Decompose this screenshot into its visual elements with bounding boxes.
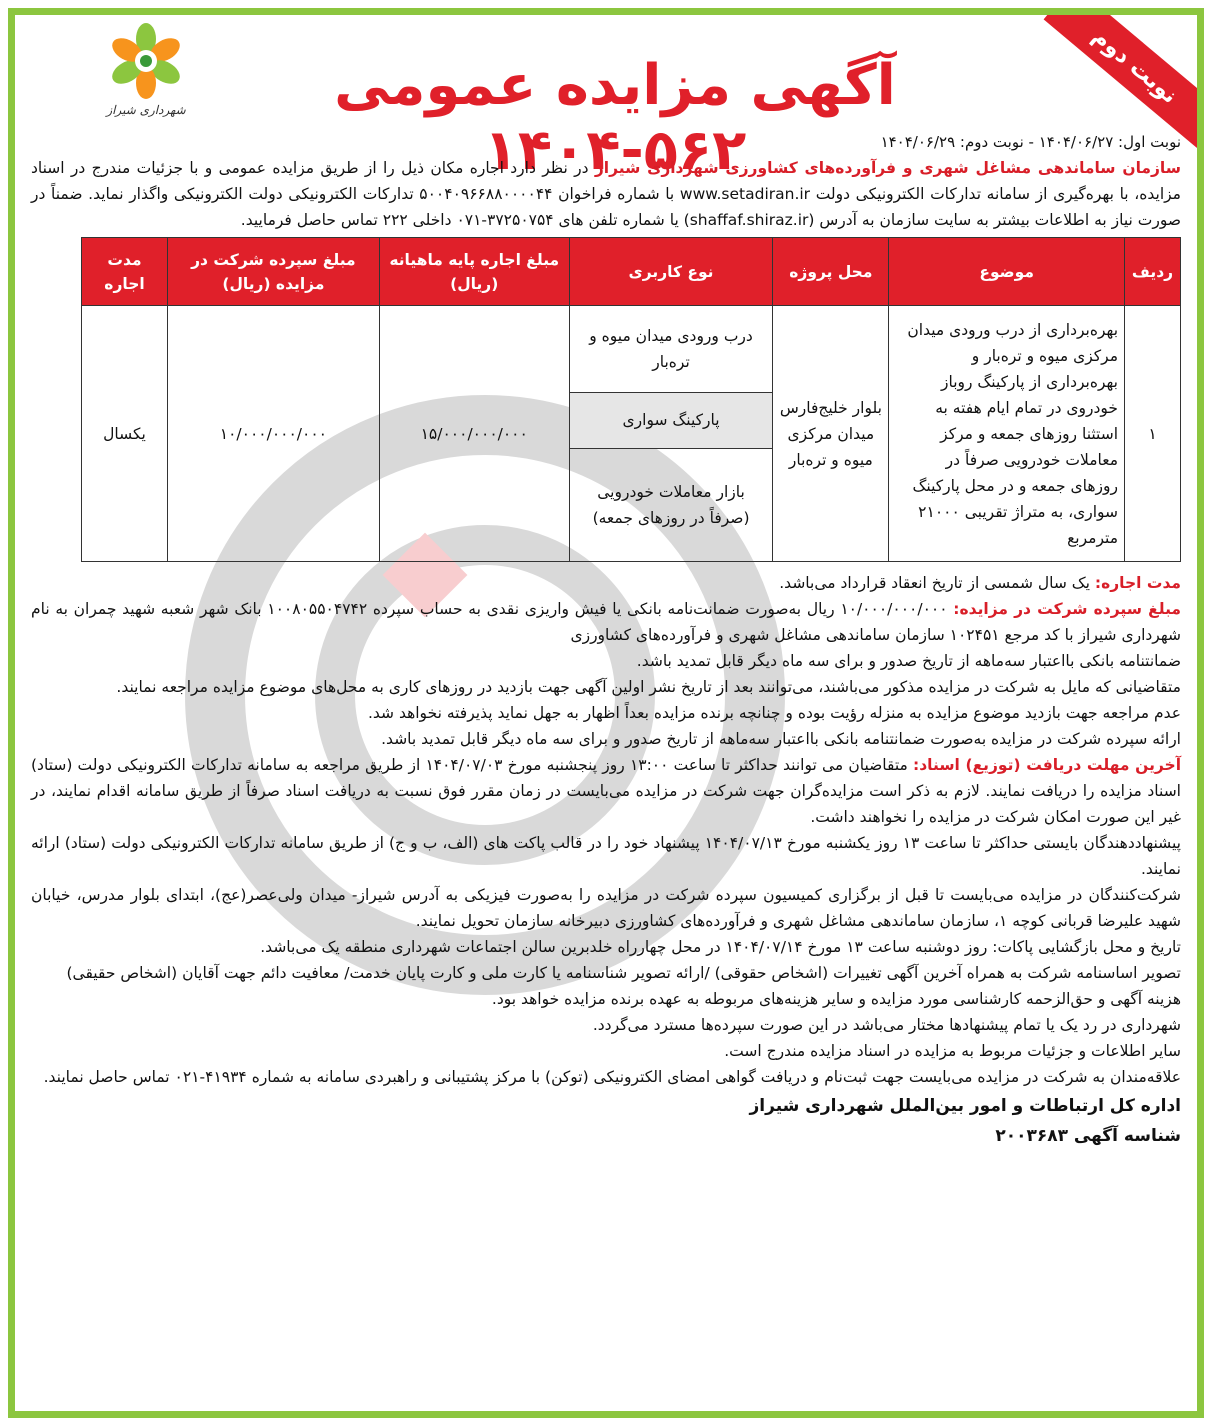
- duration-label: مدت اجاره:: [1094, 574, 1181, 592]
- no-visit-paragraph: عدم مراجعه جهت بازدید موضوع مزایده به منزله رؤیت بوده و چنانچه برنده مزایده بعداً اظهار به جهل نماید پذیرفته نخواهد شد.: [367, 704, 1181, 722]
- cell-usage: [569, 306, 773, 562]
- documents-text: متقاضیان می توانند حداکثر تا ساعت ۱۳:۰۰ روز پنجشنبه مورخ ۱۴۰۴/۰۷/۰۳ از طریق مراجعه به سامانه تدارکات الکترونیکی دولت (ستاد) اسناد مزایده را دریافت نمایند. لازم به ذکر است مزایده‌گران جهت شرکت در مزایده می‌بایست در زمان مقرر فوق نسبت به دریافت اسناد صرفاً از طریق سامانه اقدام نمایند، در غیر این صورت امکان شرکت در مزایده را نخواهند داشت.: [31, 756, 1181, 826]
- usage-entrance: درب ورودی میدان میوه و تره‌بار: [570, 307, 773, 393]
- header-subject: موضوع: [889, 238, 1125, 306]
- header-usage: نوع کاربری: [569, 238, 773, 306]
- deposit-text: ۱۰/۰۰۰/۰۰۰/۰۰۰ ریال به‌صورت ضمانت‌نامه بانکی یا فیش واریزی نقدی به حساب سپرده ۱۰۰۸۰۵۵۰۴۷۴۲ بانک شهر شعبه شهید چمران به نام شهرداری شیراز با کد مرجع ۱۰۲۴۵۱ سازمان ساماندهی مشاغل شهری و فرآورده‌های کشاورزی: [31, 600, 1181, 644]
- guarantee-paragraph: ضمانتنامه بانکی بااعتبار سه‌ماهه از تاریخ صدور و برای سه ماه دیگر قابل تمدید باشد.: [636, 652, 1181, 670]
- costs-paragraph: هزینه آگهی و حق‌الزحمه کارشناسی مورد مزایده و سایر هزینه‌های مربوطه به عهده برنده مزایده خواهد بود.: [491, 990, 1181, 1008]
- municipality-logo: [101, 19, 191, 129]
- usage-parking: پارکینگ سواری: [570, 393, 773, 449]
- table-header-row: [82, 238, 1181, 306]
- flower-logo-icon: [101, 19, 191, 103]
- more-info-paragraph: سایر اطلاعات و جزئیات مربوط به مزایده در اسناد مزایده مندرج است.: [724, 1042, 1181, 1060]
- intro-paragraph: [31, 155, 1181, 233]
- deposit-guarantee-paragraph: ارائه سپرده شرکت در مزایده به‌صورت ضمانتنامه بانکی بااعتبار سه‌ماهه از تاریخ صدور و برای سه ماه دیگر قابل تمدید باشد.: [381, 730, 1181, 748]
- auction-table: [81, 237, 1181, 562]
- ad-identifier: شناسه آگهی ۲۰۰۳۶۸۳: [995, 1126, 1181, 1146]
- rejection-paragraph: شهرداری در رد یک یا تمام پیشنهادها مختار می‌باشد در این صورت سپرده‌ها مسترد می‌گردد.: [592, 1016, 1181, 1034]
- ad-content: [31, 129, 1181, 1150]
- department-signature: اداره کل ارتباطات و امور بین‌الملل شهرداری شیراز: [749, 1096, 1181, 1116]
- duration-text: یک سال شمسی از تاریخ انعقاد قرارداد می‌باشد.: [779, 574, 1095, 592]
- organization-name: سازمان ساماندهی مشاغل شهری و فرآورده‌های کشاورزی شهرداری شیراز: [594, 159, 1181, 177]
- page-title: آگهی مزایده عمومی ۵۶۲-۱۴۰۴: [334, 53, 896, 183]
- opening-paragraph: تاریخ و محل بازگشایی پاکات: روز دوشنبه ساعت ۱۳ مورخ ۱۴۰۴/۰۷/۱۴ در محل چهارراه خلدبرین سالن اجتماعات شهرداری منطقه یک می‌باشد.: [260, 938, 1181, 956]
- physical-deposit-paragraph: شرکت‌کنندگان در مزایده می‌بایست تا قبل از برگزاری کمیسیون سپرده شرکت در مزایده را به‌صورت فیزیکی به آدرس شیراز- میدان ولی‌عصر(عج)، ابتدای بلوار مدرس، خیابان شهید علیرضا قربانی کوچه ۱، سازمان ساماندهی مشاغل شهری و فرآورده‌های کشاورزی دبیرخانه سازمان تحویل نمایند.: [31, 886, 1181, 930]
- publication-dates: نوبت اول: ۱۴۰۴/۰۶/۲۷ - نوبت دوم: ۱۴۰۴/۰۶/۲۹: [880, 133, 1181, 151]
- deposit-label: مبلغ سپرده شرکت در مزایده:: [953, 600, 1181, 618]
- visit-paragraph: متقاضیانی که مایل به شرکت در مزایده مذکور می‌باشند، می‌توانند بعد از تاریخ نشر اولین آگهی جهت بازدید در روزهای کاری به محل‌های موضوع مزایده مراجعه نمایند.: [116, 678, 1181, 696]
- table-row: [82, 306, 1181, 562]
- cell-subject: بهره‌برداری از درب ورودی میدان مرکزی میوه و تره‌بار و بهره‌برداری از پارکینگ روباز خودروی در تمام ایام هفته به استثنا روزهای جمعه و مرکز معاملات خودرویی صرفاً در روزهای جمعه و در محل پارکینگ سواری، به متراژ تقریبی ۲۱۰۰۰ مترمربع: [889, 306, 1125, 562]
- header-deposit: مبلغ سپرده شرکت در مزایده (ریال): [167, 238, 379, 306]
- header-monthly-rent: مبلغ اجاره پایه ماهیانه (ریال): [379, 238, 569, 306]
- cell-location: بلوار خلیج‌فارس میدان مرکزی میوه و تره‌بار: [773, 306, 889, 562]
- advertisement-frame: [8, 8, 1204, 1418]
- second-round-badge: نوبت دوم: [1044, 8, 1204, 148]
- usage-car-market: بازار معاملات خودرویی (صرفاً در روزهای جمعه): [592, 482, 750, 527]
- token-paragraph: علاقه‌مندان به شرکت در مزایده می‌بایست جهت ثبت‌نام و دریافت گواهی امضای الکترونیکی (توکن) با مرکز پشتیبانی و راهبردی سامانه به شماره ۴۱۹۳۴-۰۲۱ تماس حاصل نمایند.: [43, 1068, 1181, 1086]
- cell-duration: یکسال: [82, 306, 168, 562]
- cell-monthly-rent: ۱۵/۰۰۰/۰۰۰/۰۰۰: [379, 306, 569, 562]
- header-duration: مدت اجاره: [82, 238, 168, 306]
- cell-row-number: ۱: [1125, 306, 1181, 562]
- cell-deposit: ۱۰/۰۰۰/۰۰۰/۰۰۰: [167, 306, 379, 562]
- header-location: محل پروژه: [773, 238, 889, 306]
- proposal-paragraph: پیشنهاددهندگان بایستی حداکثر تا ساعت ۱۳ روز یکشنبه مورخ ۱۴۰۴/۰۷/۱۳ پیشنهاد خود را در قالب پاکت های (الف، ب و ج) از طریق سامانه تدارکات الکترونیکی دولت (ستاد) ارائه نمایند.: [31, 834, 1181, 878]
- documents-label: آخرین مهلت دریافت (توزیع) اسناد:: [913, 756, 1182, 774]
- header-row-number: ردیف: [1125, 238, 1181, 306]
- documents-required-paragraph: تصویر اساسنامه شرکت به همراه آخرین آگهی تغییرات (اشخاص حقوقی) /ارائه تصویر شناسنامه یا کارت ملی و کارت پایان خدمت/ معافیت دائم جهت آقایان (اشخاص حقیقی): [66, 964, 1181, 982]
- documents-paragraph: [31, 752, 1181, 830]
- intro-text: در نظر دارد اجاره مکان ذیل را از طریق مزایده عمومی و با جزئیات مندرج در اسناد مزایده، با بهره‌گیری از سامانه تدارکات الکترونیکی دولت www.setadiran.ir با شماره فراخوان ۵۰۰۴۰۹۶۶۸۸۰۰۰۰۴۴ تدارکات الکترونیکی دولت الکترونیکی واگذار نماید. ضمناً در صورت نیاز به اطلاعات بیشتر به سایت سازمان به آدرس (shaffaf.shiraz.ir) یا شماره تلفن های ۳۷۲۵۰۷۵۴-۰۷۱ داخلی ۲۲۲ تماس حاصل فرمایید.: [31, 159, 1181, 229]
- deposit-paragraph: [31, 596, 1181, 648]
- logo-caption: شهرداری شیراز: [106, 103, 186, 117]
- duration-paragraph: [31, 570, 1181, 596]
